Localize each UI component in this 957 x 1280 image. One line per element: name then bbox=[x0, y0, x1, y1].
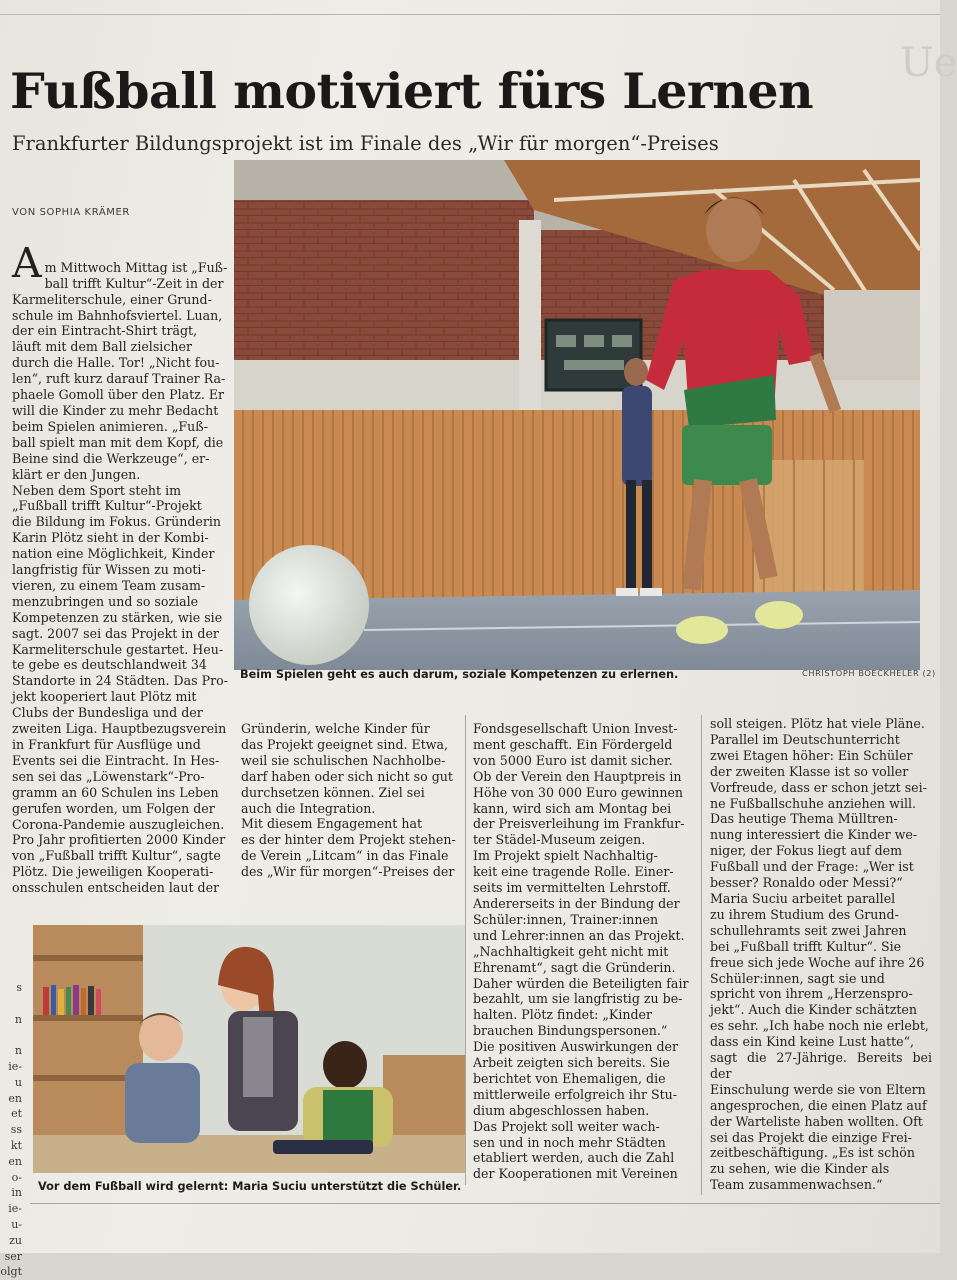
gym-scene-illustration bbox=[234, 160, 920, 670]
article-column-3: Fondsgesellschaft Union Invest- ment geschafft. Ein Fördergeld von 5000 Euro ist damit sicher. Ob der Verein den Hauptpreis in Höhe von 30 000 Euro gewinnen kann, wird sich am Montag bei der Preisverleihung im Frankfur- ter Städel-Museum zeigen. Im Projekt spielt Nachhaltig- keit eine tragende Rolle. Einer- seits im vermittelten Lehrstoff. Andererseits in der Bindung der Schüler:innen, Trainer:innen und Lehrer:innen an das Projekt. „Nachhaltigkeit geht nicht mit Ehrenamt“, sagt die Gründerin. Daher würden die Beteiligten fair bezahlt, um sie langfristig zu be- halten. Plötz findet: „Kinder brauchen Bindungspersonen.“ Die positiven Auswirkungen der Arbeit zeigten sich bereits. Sie berichtet von Ehemaligen, die mittlerweile erfolgreich ihr Stu- dium abgeschlossen haben. Das Projekt soll weiter wach- sen und in noch mehr Städten etabliert werden, auch die Zahl der Kooperationen mit Vereinen bbox=[473, 721, 689, 1182]
bottom-rule bbox=[30, 1203, 940, 1204]
drop-cap: A bbox=[12, 238, 42, 287]
column-1-text: m Mittwoch Mittag ist „Fuß- ball trifft Kultur“-Zeit in der Karmeliterschule, einer Grund- schule im Bahnhofsviertel. Luan, der ein Eintracht-Shirt trägt, läuft mit dem Ball zielsicher durch die Halle. Tor! „Nicht fou- len“, ruft kurz darauf Trainer Ra- phaele Gomoll über den Platz. Er will die Kinder zu mehr Bedacht beim Spielen animieren. „Fuß- ball spielt man mit dem Kopf, die Beine sind die Werkzeuge“, er- klärt er den Jungen. Neben dem Sport steht im „Fußball trifft Kultur“-Projekt die Bildung im Fokus. Gründerin Karin Plötz sieht in der Kombi- nation eine Möglichkeit, Kinder langfristig für Wissen zu moti- vieren, zu einem Team zusam- menzubringen und so soziale Kompetenzen zu stärken, wie sie sagt. 2007 sei das Projekt in der Karmeliterschule gestartet. Heu- te gebe es deutschlandweit 34 Standorte in 24 Städten. Das Pro- jekt kooperiert laut Plötz mit Clubs der Bundesliga und der zweiten Liga. Hauptbezugsverein in Frankfurt für Ausflüge und Events sei die Eintracht. In Hes- sen sei das „Löwenstark“-Pro- gramm an 60 Schulen ins Leben gerufen worden, um Folgen der Corona-Pandemie auszugleichen. Pro Jahr profitierten 2000 Kinder von „Fußball trifft Kultur“, sagte Plötz. Die jeweiligen Kooperati- onsschulen entscheiden laut der bbox=[12, 259, 228, 896]
main-photo-caption: Beim Spielen geht es auch darum, soziale Kompetenzen zu erlernen. bbox=[240, 668, 679, 681]
classroom-photo bbox=[33, 925, 466, 1173]
adjacent-article-fragments: s n n ie- u en et ss kt en o- in ie- u- zu ser olgt bbox=[0, 981, 22, 1279]
football bbox=[249, 545, 369, 665]
headline: Fußball motiviert fürs Lernen bbox=[10, 62, 814, 120]
byline: VON SOPHIA KRÄMER bbox=[12, 207, 130, 218]
column-rule bbox=[465, 715, 466, 1185]
photo-credit: CHRISTOPH BOECKHELER (2) bbox=[802, 668, 936, 678]
main-photo-gym bbox=[234, 160, 920, 670]
show-through-text: Ue bbox=[900, 40, 957, 86]
article-column-2: Gründerin, welche Kinder für das Projekt geeignet sind. Etwa, weil sie schulischen Nachholbe- darf haben oder sich nicht so gut durchsetzen können. Ziel sei auch die Integration. Mit diesem Engagement hat es der hinter dem Projekt stehen- de Verein „Litcam“ in das Finale des „Wir für morgen“-Preises der bbox=[241, 721, 456, 880]
article-column-4: soll steigen. Plötz hat viele Pläne. Parallel im Deutschunterricht zwei Etagen höher: Ein Schüler der zweiten Klasse ist so voller Vorfreude, dass er schon jetzt sei- ne Fußballschuhe anziehen will. Das heutige Thema Mülltren- nung interessiert die Kinder we- niger, der Fokus liegt auf dem Fußball und der Frage: „Wer ist besser? Ronaldo oder Messi?“ Maria Suciu arbeitet parallel zu ihrem Studium des Grund- schullehramts seit zwei Jahren bei „Fußball trifft Kultur“. Sie freue sich jede Woche auf ihre 26 Schüler:innen, sagt sie und spricht von ihrem „Herzenspro- jekt“. Auch die Kinder schätzten es sehr. „Ich habe noch nie erlebt, dass ein Kind keine Lust hatte“, sagt die 27-Jährige. Bereits bei der Einschulung werde sie von Eltern angesprochen, die einen Platz auf der Warteliste haben wollten. Oft sei das Projekt die einzige Frei- zeitbeschäftigung. „Es ist schön zu sehen, wie die Kinder als Team zusammenwachsen.“ bbox=[710, 716, 932, 1193]
page-top-rule bbox=[0, 14, 940, 15]
subheadline: Frankfurter Bildungsprojekt ist im Finale des „Wir für morgen“-Preises bbox=[12, 132, 719, 155]
column-rule bbox=[701, 715, 702, 1195]
classroom-scene-illustration bbox=[33, 925, 466, 1173]
classroom-photo-caption: Vor dem Fußball wird gelernt: Maria Suciu unterstützt die Schüler. bbox=[38, 1180, 462, 1193]
article-column-1 bbox=[12, 228, 230, 896]
